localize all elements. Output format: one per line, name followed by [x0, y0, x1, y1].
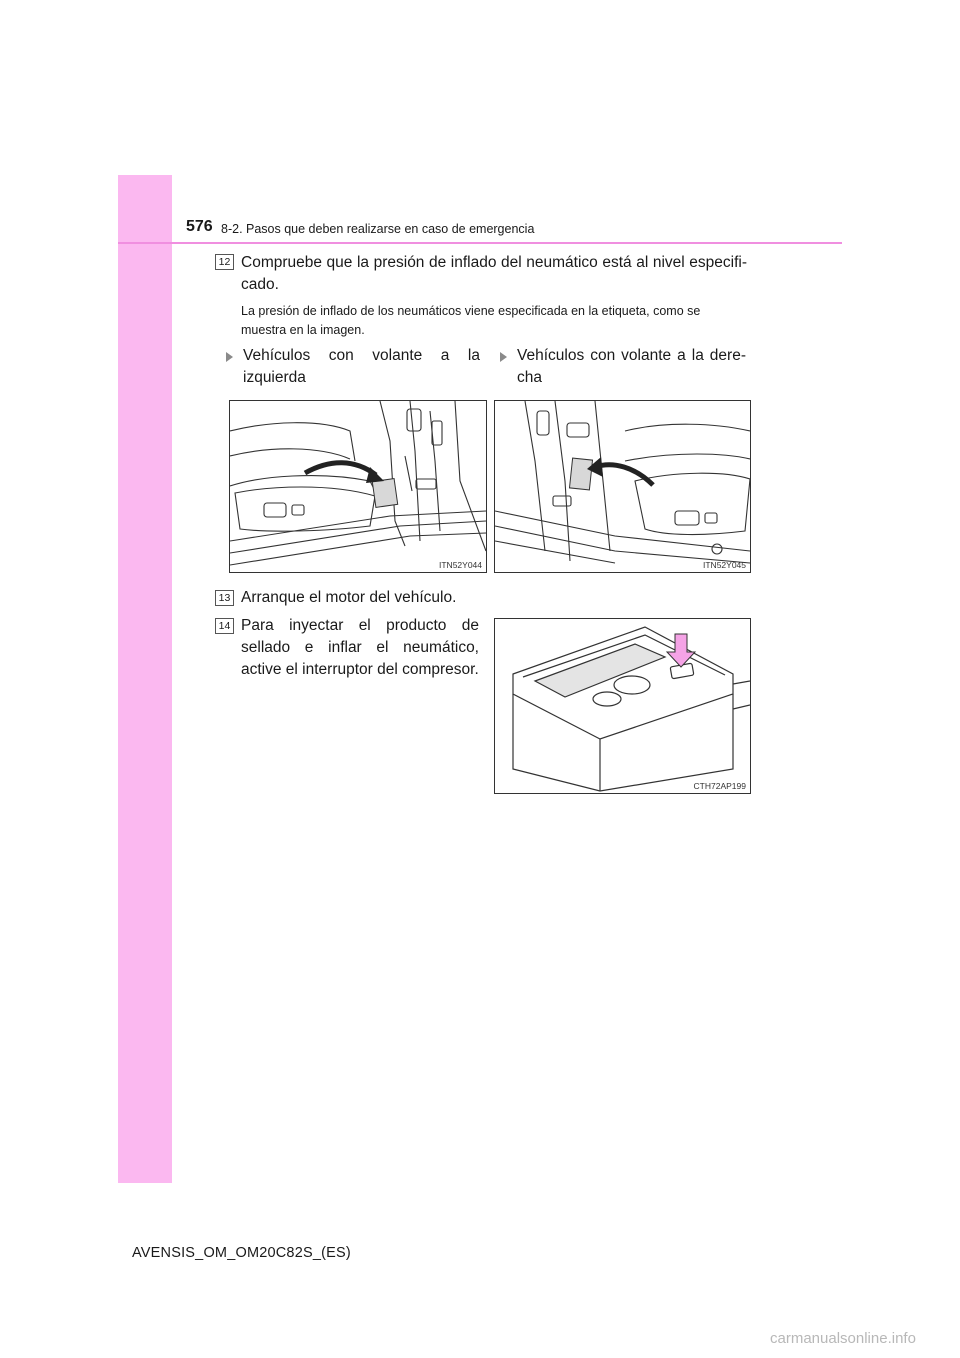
figure-rhd-seat-label [494, 400, 751, 573]
step-13-text: Arranque el motor del vehículo. [241, 589, 457, 606]
step-number-13: 13 [215, 590, 234, 606]
page-number: 576 [186, 218, 213, 235]
compressor-illustration [495, 619, 750, 793]
step-number-14: 14 [215, 618, 234, 634]
step-14-text: Para inyectar el producto de sellado e inflar el neumático, active el interruptor del compresor. [241, 617, 479, 678]
figure-compressor-switch [494, 618, 751, 794]
figure-code: ITN52Y045 [703, 560, 746, 570]
lhd-seat-illustration [230, 401, 486, 572]
variant-left-hand-label: Vehículos con volante a la izquierda [243, 347, 480, 386]
figure-code: CTH72AP199 [693, 781, 746, 791]
bullet-triangle-icon [500, 352, 507, 362]
variant-right-hand-label: Vehículos con volante a la dere-cha [517, 347, 746, 386]
footer-doc-id: AVENSIS_OM_OM20C82S_(ES) [132, 1245, 351, 1261]
header-rule [118, 242, 842, 244]
step-12-text: Compruebe que la presión de inflado del neumático está al nivel especifi-cado. [241, 254, 747, 293]
watermark-text: carmanualsonline.info [770, 1330, 916, 1347]
step-number-12: 12 [215, 254, 234, 270]
rhd-seat-illustration [495, 401, 750, 572]
figure-lhd-seat-label [229, 400, 487, 573]
section-title: 8-2. Pasos que deben realizarse en caso de emergencia [221, 222, 535, 236]
figure-code: ITN52Y044 [439, 560, 482, 570]
step-12-note: La presión de inflado de los neumáticos viene especificada en la etiqueta, como se muestra en la imagen. [241, 304, 701, 337]
bullet-triangle-icon [226, 352, 233, 362]
side-tab-band [118, 175, 172, 1183]
